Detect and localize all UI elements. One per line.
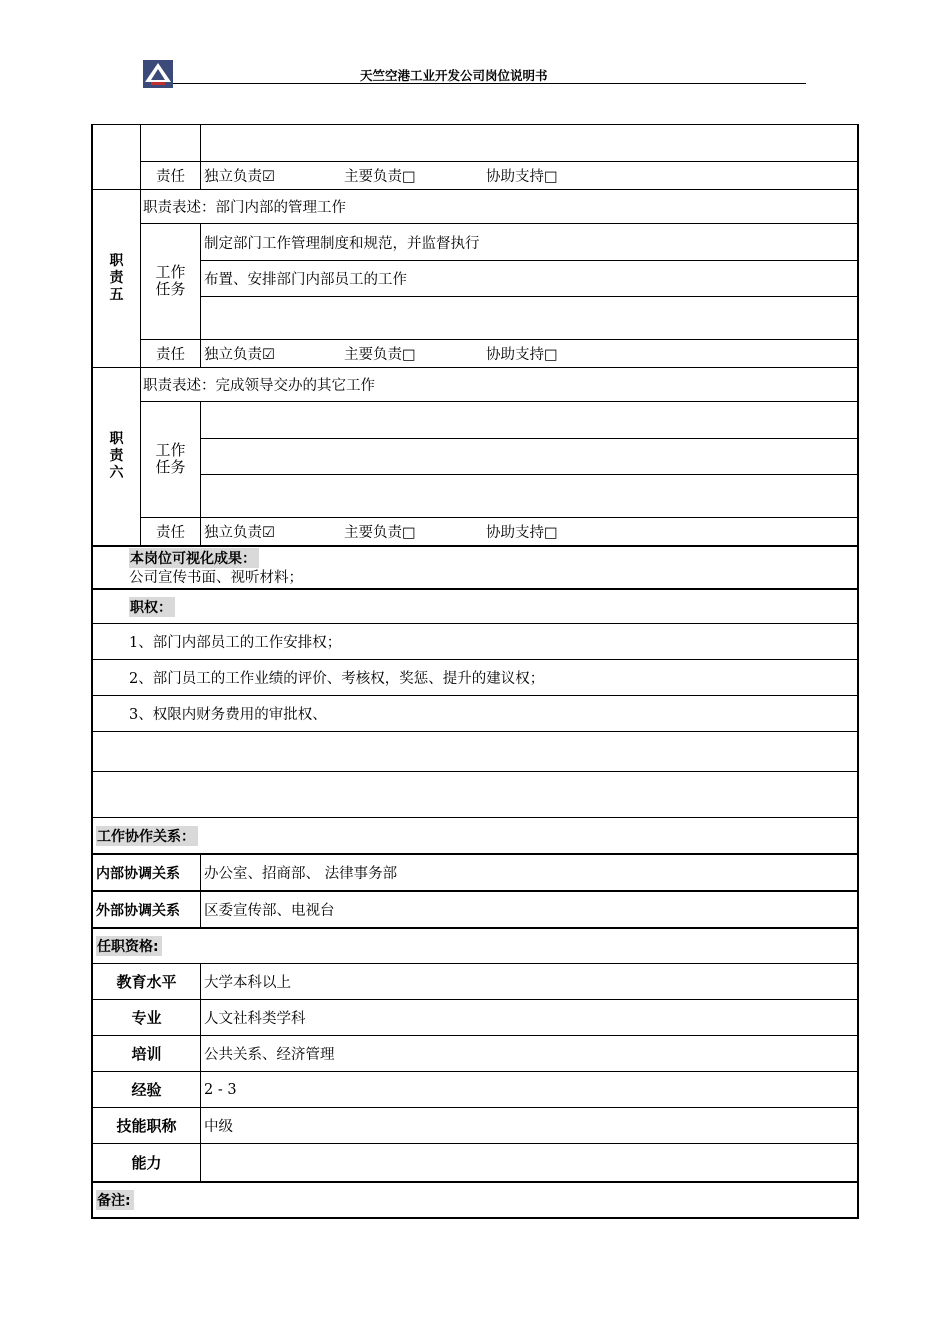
visible-results-value: 公司宣传书面、视听材料； — [129, 570, 303, 586]
duty-5-label: 职责五 — [109, 253, 124, 303]
collaboration-header — [91, 817, 859, 853]
duty-5-description: 职责表述：部门内部的管理工作 — [143, 200, 346, 216]
authority-item-text: 1、部门内部员工的工作安排权； — [129, 635, 342, 651]
visible-results-label: 本岗位可视化成果： — [129, 548, 259, 568]
authority-item — [91, 623, 859, 659]
duty-5-assist: 协助支持□ — [486, 347, 558, 363]
duty-5-primary: 主要负责□ — [344, 347, 416, 363]
duty-prev-assist: 协助支持□ — [486, 169, 558, 185]
qualification-label: 技能职称 — [116, 1117, 177, 1135]
duty-prev-responsibility-label: 责任 — [156, 169, 185, 185]
qualification-row — [91, 1107, 859, 1143]
qualification-label: 教育水平 — [116, 973, 177, 991]
duty-6-responsibility-label: 责任 — [156, 525, 185, 541]
qualification-value: 中级 — [204, 1119, 233, 1135]
visible-results-section — [91, 545, 859, 588]
qualifications-header — [91, 927, 859, 963]
authority-item — [91, 659, 859, 695]
authority-item-text: 3、权限内财务费用的审批权、 — [129, 707, 327, 723]
document-title: 天竺空港工业开发公司岗位说明书 — [360, 68, 548, 83]
remarks-label: 备注: — [96, 1190, 134, 1210]
duty-6-assist: 协助支持□ — [486, 525, 558, 541]
authority-item — [91, 695, 859, 731]
duty-6-task — [204, 475, 854, 517]
duty-5-block — [91, 189, 859, 367]
qualification-label: 能力 — [131, 1154, 162, 1172]
duty-6-block — [91, 367, 859, 545]
internal-collaboration-label: 内部协调关系 — [96, 865, 180, 882]
duty-5-tasks-label: 工作任务 — [155, 263, 186, 298]
duty-6-tasks-label: 工作任务 — [155, 441, 186, 476]
duty-prev-block — [91, 124, 859, 189]
internal-collaboration-row — [91, 853, 859, 890]
qualification-row — [91, 963, 859, 999]
qualifications-label: 任职资格: — [96, 936, 162, 956]
duty-6-independent: 独立负责☑ — [204, 525, 275, 541]
remarks-row — [91, 1181, 859, 1219]
duty-prev-independent: 独立负责☑ — [204, 169, 275, 185]
job-description-table — [91, 124, 859, 1219]
duty-6-label: 职责六 — [109, 431, 124, 481]
external-collaboration-row — [91, 890, 859, 927]
duty-5-task — [204, 297, 854, 339]
duty-prev-primary: 主要负责□ — [344, 169, 416, 185]
duty-5-task: 制定部门工作管理制度和规范，并监督执行 — [204, 235, 480, 252]
internal-collaboration-value: 办公室、招商部、 法律事务部 — [204, 866, 398, 882]
qualification-value: 公共关系、经济管理 — [204, 1047, 335, 1063]
qualification-label: 培训 — [131, 1045, 162, 1063]
qualification-value: 2 - 3 — [204, 1081, 237, 1098]
authority-blank-row — [91, 731, 859, 771]
duty-6-description: 职责表述：完成领导交办的其它工作 — [143, 378, 375, 394]
qualification-row — [91, 999, 859, 1035]
duty-6-primary: 主要负责□ — [344, 525, 416, 541]
qualification-label: 专业 — [131, 1009, 162, 1027]
duty-5-task: 布置、安排部门内部员工的工作 — [204, 272, 407, 288]
page-header — [0, 0, 950, 100]
qualification-label: 经验 — [131, 1081, 162, 1099]
external-collaboration-value: 区委宣传部、电视台 — [204, 903, 335, 919]
qualification-value: 大学本科以上 — [204, 975, 291, 991]
external-collaboration-label: 外部协调关系 — [96, 902, 180, 919]
duty-5-responsibility-label: 责任 — [156, 347, 185, 363]
qualification-value: 人文社科类学科 — [204, 1011, 306, 1027]
qualification-row — [91, 1035, 859, 1071]
collaboration-label: 工作协作关系： — [96, 826, 198, 846]
duty-5-independent: 独立负责☑ — [204, 347, 275, 363]
duty-6-task — [204, 402, 854, 438]
qualification-row — [91, 1071, 859, 1107]
authority-blank-row — [91, 771, 859, 817]
header-divider — [173, 83, 806, 84]
authority-label: 职权： — [129, 597, 175, 617]
duty-6-task — [204, 439, 854, 474]
company-logo-icon — [143, 60, 173, 88]
authority-header — [91, 588, 859, 623]
authority-item-text: 2、部门员工的工作业绩的评价、考核权，奖惩、提升的建议权； — [129, 671, 545, 687]
qualification-row — [91, 1143, 859, 1181]
